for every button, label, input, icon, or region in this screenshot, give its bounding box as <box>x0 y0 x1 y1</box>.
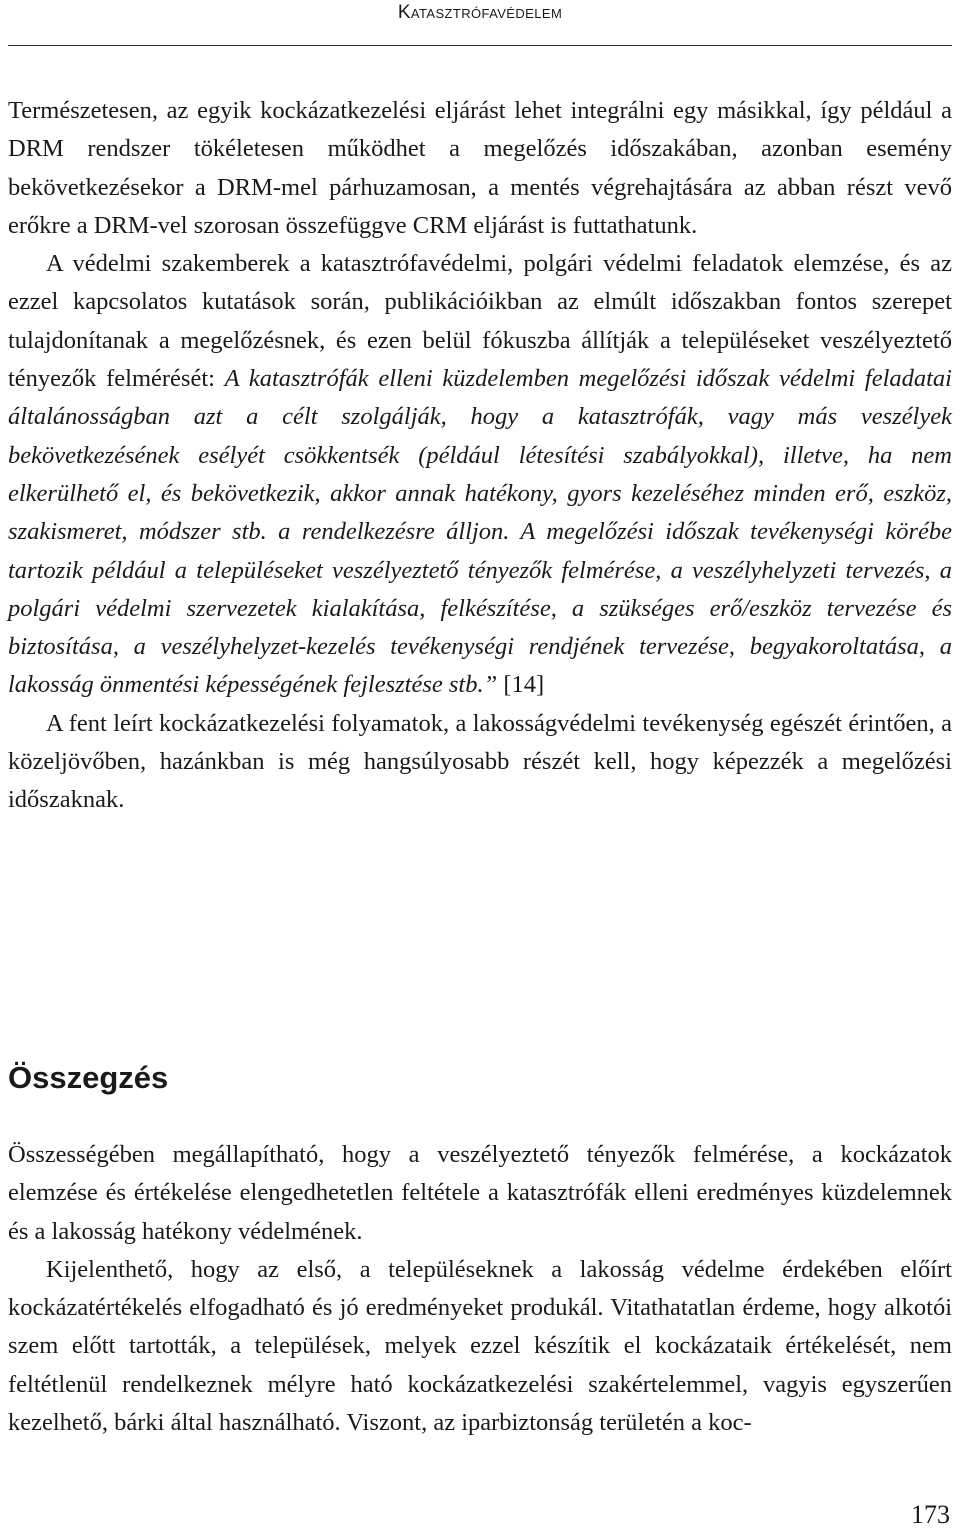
summary-text-block <box>8 1136 952 1442</box>
paragraph-summary: Összességében megállapítható, hogy a veszélyeztető tényezők felmérése, a kockázatok elemzése és értékelése elengedhetetlen feltétele a katasztrófák elleni eredményes küzdelemnek és a lakosság hatékony védelmének. <box>8 1141 952 1245</box>
paragraph-processes: A fent leírt kockázatkezelési folyamatok, a lakosságvédelmi tevékenység egészét érintően, a közeljövőben, hazánkban is még hangsúlyosabb részét kell, hogy képezzék a megelőzési időszaknak. <box>8 709 952 814</box>
page-number: 173 <box>911 1500 950 1529</box>
paragraph-intro-text: A védelmi szakemberek a katasztrófavédelmi, polgári védelmi feladatok elemzése, és az ezzel kapcsolatos kutatások során, publikációikban az elmúlt időszakban fontos szerepet tulajdonítanak a megelőzésnek, és ezen belül fókuszba állítják a településeket veszélyeztető tényezők felmérését: <box>8 250 952 393</box>
paragraph-conclusion: Kijelenthető, hogy az első, a településeknek a lakosság védelme érdekében előírt kockázatértékelés elfogadható és jó eredményeket produkál. Vitathatatlan érdeme, hogy alkotói szem előtt tartották, a települések, melyek ezzel készítik el kockázataik értékelését, nem feltétlenül rendelkeznek mélyre ható kockázatkezelési szakértelemmel, vagyis egyszerűen kezelhető, bárki által használható. Viszont, az iparbiztonság területén a koc- <box>8 1255 952 1437</box>
paragraph-prevention <box>8 245 952 705</box>
running-header: Katasztrófavédelem <box>397 2 563 23</box>
body-text-block <box>8 92 952 820</box>
paragraph-integration: Természetesen, az egyik kockázatkezelési eljárást lehet integrálni egy másikkal, így például a DRM rendszer tökéletesen működhet a megelőzés időszakában, azonban esemény bekövetkezésekor a DRM-mel párhuzamosan, a mentés végrehajtására az abban részt vevő erőkre a DRM-vel szorosan összefüggve CRM eljárást is futtathatunk. <box>8 97 952 239</box>
citation-reference: [14] <box>497 671 545 699</box>
quoted-passage: A katasztrófák elleni küzdelemben megelőzési időszak védelmi feladatai általánosságban azt a célt szolgálják, hogy a katasztrófák, vagy más veszélyek bekövetkezésének esélyét csökkentsék (például létesítési szabályokkal), illetve, ha nem elkerülhető el, és bekövetkezik, akkor annak hatékony, gyors kezeléséhez minden erő, eszköz, szakismeret, módszer stb. a rendelkezésre álljon. A megelőzési időszak tevékenységi körébe tartozik például a településeket veszélyeztető tényezők felmérése, a veszélyhelyzeti tervezés, a polgári védelmi szervezetek kialakítása, felkészítése, a szükséges erő/eszköz tervezése és biztosítása, a veszélyhelyzet-kezelés tevékenységi rendjének tervezése, begyakoroltatása, a lakosság önmentési képességének fejlesztése stb.” <box>8 365 952 699</box>
header-rule <box>8 45 952 46</box>
section-heading: Összegzés <box>8 1060 169 1095</box>
